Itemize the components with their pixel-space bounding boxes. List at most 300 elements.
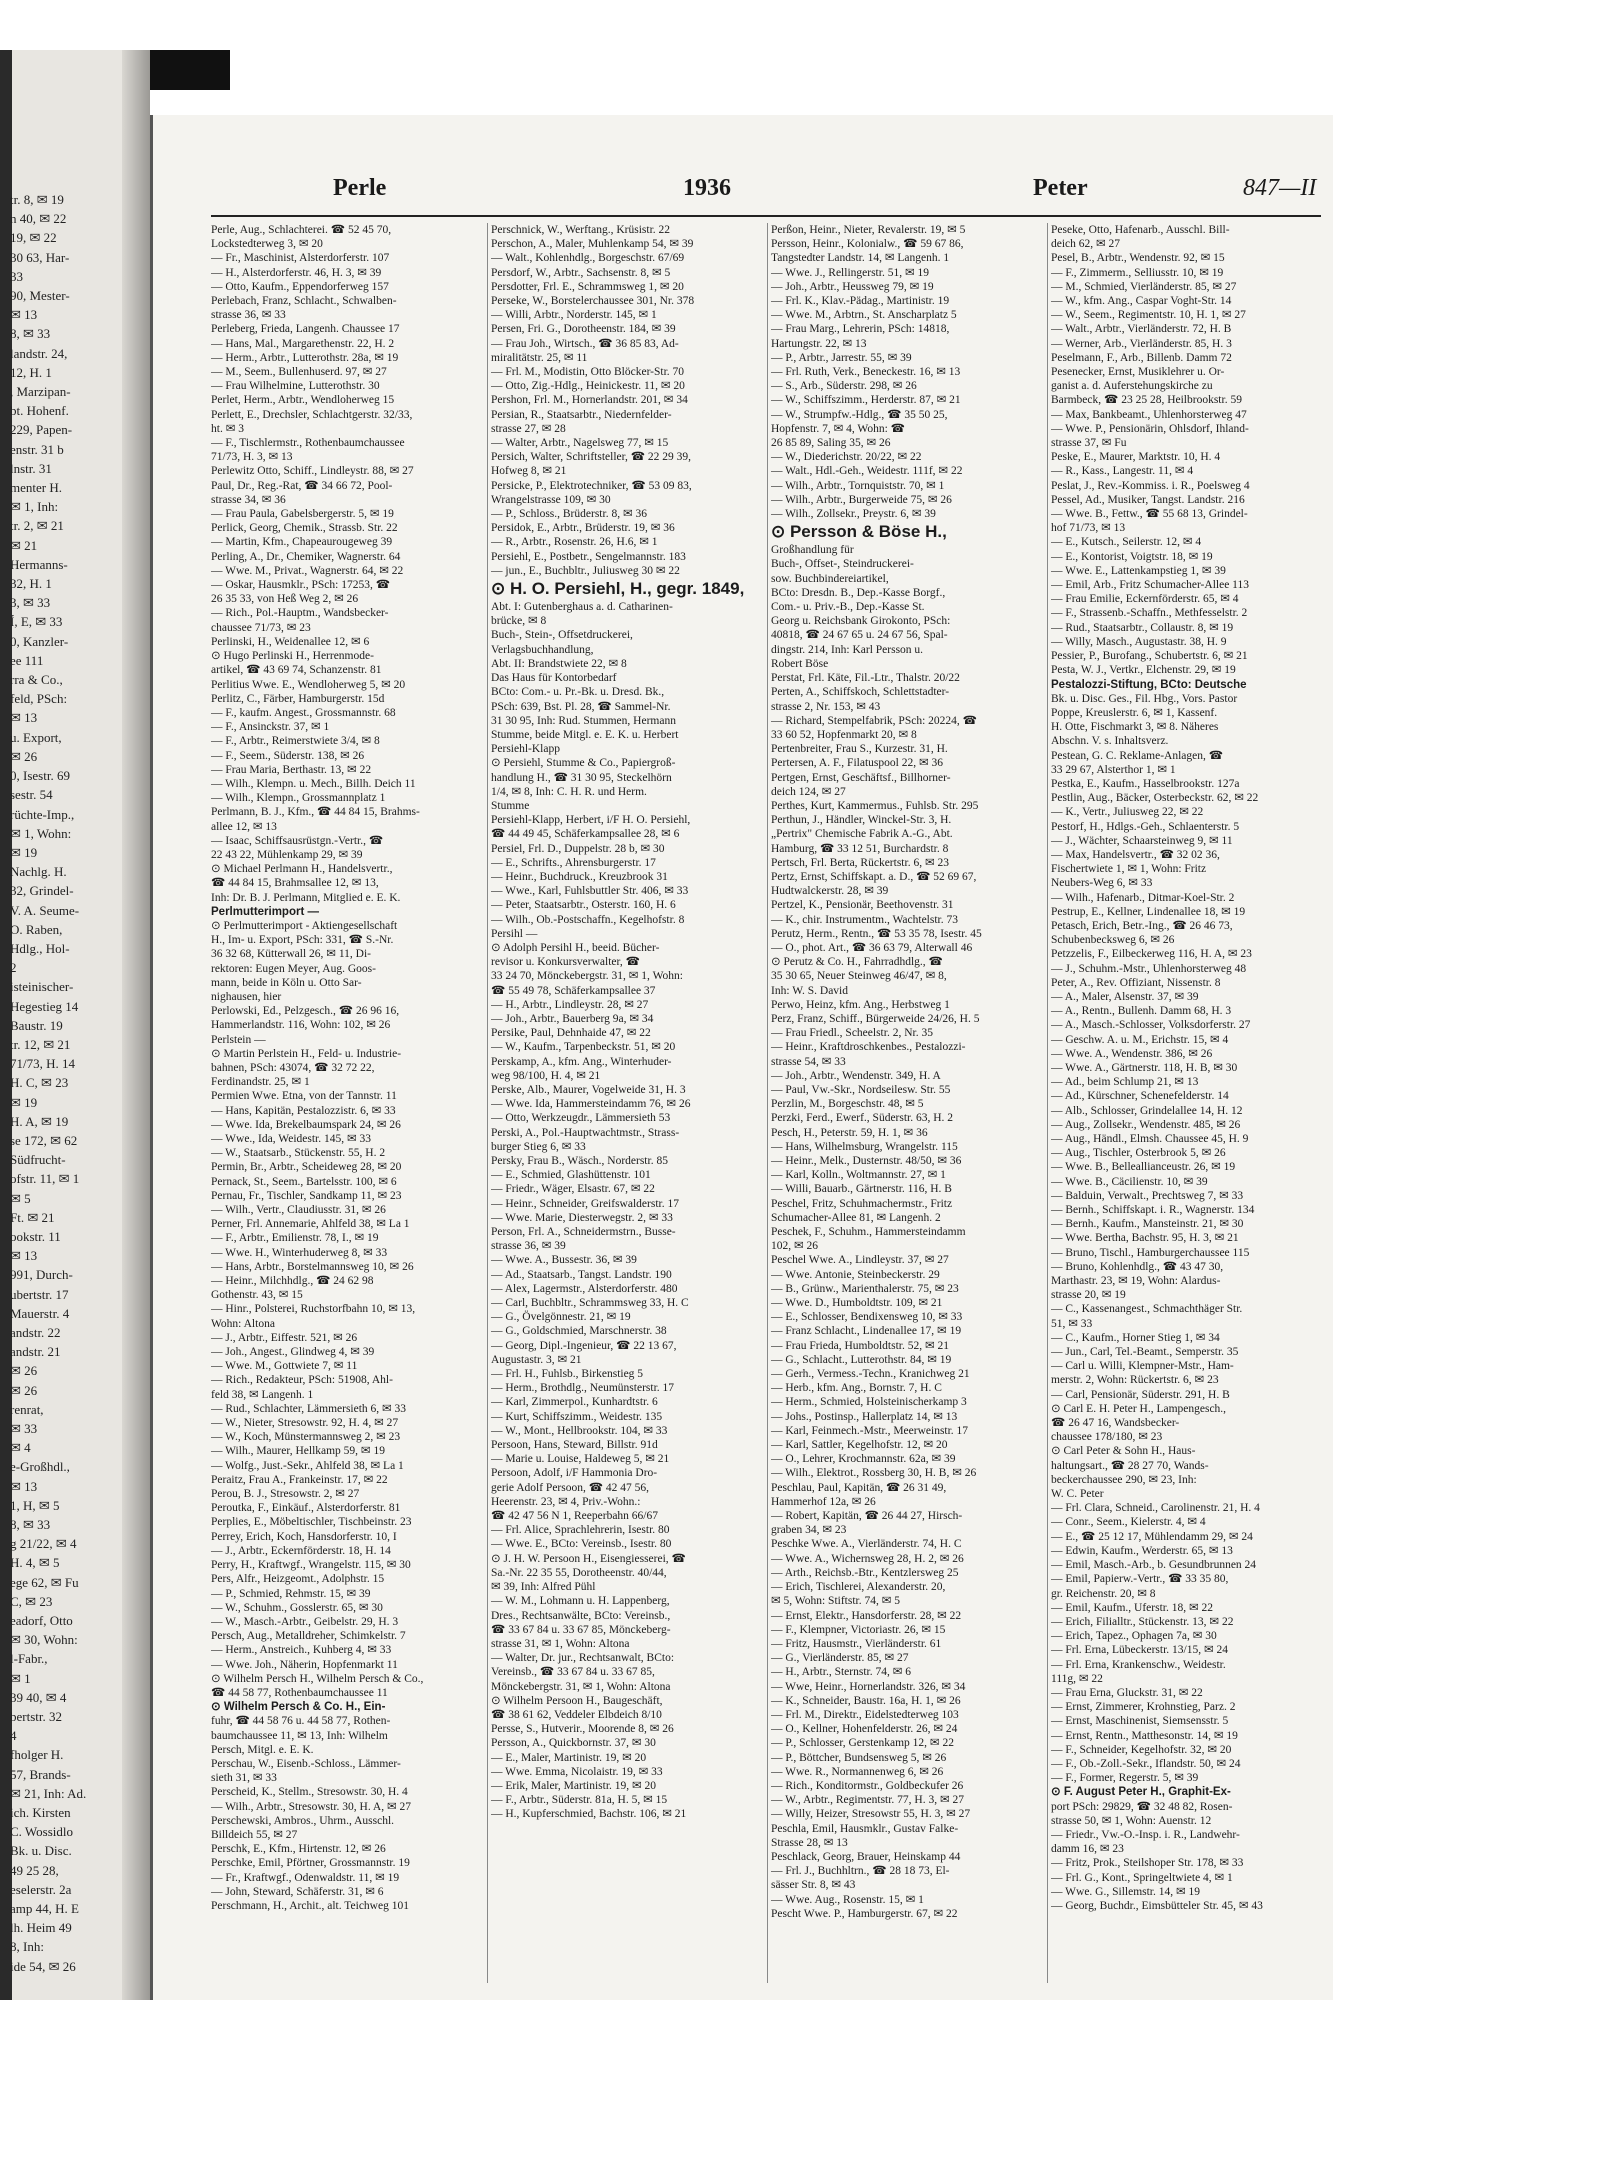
directory-entry: Pershon, Frl. M., Hornerlandstr. 201, ✉ 34 <box>491 394 688 407</box>
directory-entry: Peschel, Fritz, Schuhmachermstr., Fritz <box>771 1197 953 1210</box>
directory-entry: Schumacher-Allee 81, ✉ Langenh. 2 <box>771 1211 941 1224</box>
directory-entry: Ferdinandstr. 25, ✉ 1 <box>211 1076 310 1089</box>
left-page-line: 49 25 28, <box>10 1862 59 1878</box>
directory-entry: Robert Böse <box>771 657 829 670</box>
directory-entry: ☎ 44 49 45, Schäferkampsallee 28, ✉ 6 <box>491 828 680 841</box>
directory-entry: — Heinr., Kraftdroschkenbes., Pestalozzi- <box>771 1041 966 1054</box>
directory-entry: — Emil, Masch.-Arb., b. Gesundbrunnen 24 <box>1051 1559 1257 1572</box>
directory-entry: Perz, Franz, Schiff., Bürgerweide 24/26, H. 5 <box>771 1012 980 1025</box>
directory-entry: ⊙ Carl E. H. Peter H., Lampengesch., <box>1051 1402 1227 1415</box>
directory-entry: — M., Seem., Bullenhuserd. 97, ✉ 27 <box>211 366 387 379</box>
left-page-line: 19, ✉ 22 <box>10 230 57 246</box>
directory-entry: — Ernst, Rentn., Matthesonstr. 14, ✉ 19 <box>1051 1729 1238 1742</box>
directory-entry: ⊙ Persson & Böse H., <box>771 522 947 542</box>
left-page-line: fholger H. <box>10 1747 64 1763</box>
directory-entry: Person, Frl. A., Schneidermstrn., Busse- <box>491 1226 676 1239</box>
directory-entry: Verlagsbuchhandlung, <box>491 643 594 656</box>
directory-entry: Wohn: Altona <box>211 1317 275 1330</box>
left-page-line: 90, Mester- <box>10 288 70 304</box>
directory-entry: — Isaac, Schiffsausrüstgn.-Vertr., ☎ <box>211 834 384 847</box>
directory-entry: — Wilh., Zollsekr., Preystr. 6, ✉ 39 <box>771 508 936 521</box>
directory-entry: — W., Masch.-Arbtr., Geibelstr. 29, H. 3 <box>211 1615 399 1628</box>
directory-entry: Persiehl-Klapp <box>491 743 560 756</box>
directory-entry: — Emil, Kaufm., Uferstr. 18, ✉ 22 <box>1051 1601 1213 1614</box>
directory-entry: — Joh., Arbtr., Wendenstr. 349, H. A <box>771 1069 941 1082</box>
scan-corner-shadow <box>150 50 230 90</box>
directory-entry: Persson, Heinr., Kolonialw., ☎ 59 67 86, <box>771 238 964 251</box>
directory-entry: — Balduin, Verwalt., Prechtsweg 7, ✉ 33 <box>1051 1189 1244 1202</box>
directory-entry: — Karl, Feinmech.-Mstr., Meerweinstr. 17 <box>771 1424 969 1437</box>
directory-entry: — Hinr., Polsterei, Ruchstorfbahn 10, ✉ 13, <box>211 1303 416 1316</box>
directory-entry: — Franz Schlacht., Lindenallee 17, ✉ 19 <box>771 1325 962 1338</box>
directory-entry: Perlett, E., Drechsler, Schlachtgerstr. 32/33, <box>211 408 413 421</box>
directory-entry: — K., Schneider, Baustr. 16a, H. 1, ✉ 26 <box>771 1694 961 1707</box>
directory-entry: — Peter, Staatsarbtr., Osterstr. 160, H. 6 <box>491 899 676 912</box>
directory-entry: — F., Former, Regerstr. 5, ✉ 39 <box>1051 1772 1199 1785</box>
directory-entry: allee 12, ✉ 13 <box>211 820 277 833</box>
directory-entry: Persson, A., Quickbornstr. 37, ✉ 30 <box>491 1737 656 1750</box>
left-page-line: ege 62, ✉ Fu <box>10 1574 79 1590</box>
directory-entry: — Erich, Tischlerei, Alexanderstr. 20, <box>771 1581 946 1594</box>
directory-entry: — P., Schlosser, Gerstenkamp 12, ✉ 22 <box>771 1737 954 1750</box>
directory-entry: — Edwin, Kaufm., Werderstr. 65, ✉ 13 <box>1051 1544 1233 1557</box>
directory-entry: artikel, ☎ 43 69 74, Schanzenstr. 81 <box>211 664 382 677</box>
left-page-line: ee 111 <box>10 652 44 668</box>
directory-entry: — Carl, Pensionär, Süderstr. 291, H. B <box>1051 1388 1230 1401</box>
directory-entry: Hammerhof 12a, ✉ 26 <box>771 1495 876 1508</box>
directory-entry: Perlebach, Franz, Schlacht., Schwalben- <box>211 295 397 308</box>
directory-entry: Wrangelstrasse 109, ✉ 30 <box>491 493 611 506</box>
left-page-line: tr. 8, ✉ 19 <box>10 192 64 207</box>
directory-entry: — Walter, Dr. jur., Rechtsanwalt, BCto: <box>491 1652 675 1665</box>
directory-entry: ☎ 38 61 62, Veddeler Elbdeich 8/10 <box>491 1708 662 1721</box>
directory-entry: — Jun., Carl, Tel.-Beamt., Semperstr. 35 <box>1051 1346 1239 1359</box>
left-page-line: bt. Hohenf. <box>10 403 69 419</box>
directory-entry: — Wwe. R., Normannenweg 6, ✉ 26 <box>771 1765 944 1778</box>
directory-entry: 26 35 33, von Heß Weg 2, ✉ 26 <box>211 593 359 606</box>
directory-entry: — Frl. Clara, Schneid., Carolinenstr. 21, H. 4 <box>1051 1502 1260 1515</box>
directory-entry: — Wwe. Ida, Hammersteindamm 76, ✉ 26 <box>491 1098 691 1111</box>
directory-entry: Perschon, A., Maler, Muhlenkamp 54, ✉ 39 <box>491 238 694 251</box>
directory-entry: — Ad., Kürschner, Schenefelderstr. 14 <box>1051 1090 1229 1103</box>
directory-entry: Perrey, Erich, Koch, Hansdorferstr. 10, I <box>211 1530 397 1543</box>
directory-entry: 1/4, ✉ 8, Inh: C. H. R. und Herm. <box>491 785 647 798</box>
left-page-line: 8, ✉ 33 <box>10 1517 51 1533</box>
directory-entry: Perlmutterimport — <box>211 905 319 918</box>
left-page-line: renrat, <box>10 1401 44 1417</box>
directory-entry: — Fr., Kraftwgf., Odenwaldstr. 11, ✉ 19 <box>211 1871 400 1884</box>
left-page-line: ✉ 21, Inh: Ad. <box>10 1785 87 1801</box>
directory-entry: — Frau Marg., Lehrerin, PSch: 14818, <box>771 323 950 336</box>
left-page-line: 0, Kanzler- <box>10 633 69 649</box>
directory-entry: — C., Kassenangest., Schmachthäger Str. <box>1051 1303 1243 1316</box>
directory-entry: — Max, Handelsvertr., ☎ 32 02 36, <box>1051 848 1220 861</box>
left-page-line: Südfrucht- <box>10 1152 66 1168</box>
directory-entry: Persch, Aug., Metalldreher, Schimkelstr. 7 <box>211 1630 406 1643</box>
directory-entry: — Wwe. E., BCto: Vereinsb., Isestr. 80 <box>491 1538 672 1551</box>
left-page-line: rüchte-Imp., <box>10 806 75 822</box>
directory-entry: ☎ 44 84 15, Brahmsallee 12, ✉ 13, <box>211 877 379 890</box>
directory-entry: — Wwe. G., Sillemstr. 14, ✉ 19 <box>1051 1885 1201 1898</box>
directory-entry: Persiel, Frl. D., Duppelstr. 28 b, ✉ 30 <box>491 842 665 855</box>
directory-entry: Perlick, Georg, Chemik., Strassb. Str. 22 <box>211 522 398 535</box>
directory-entry: — W., Schuhm., Gosslerstr. 65, ✉ 30 <box>211 1601 383 1614</box>
directory-entry: — Carl, Buchbltr., Schrammsweg 33, H. C <box>491 1297 689 1310</box>
directory-entry: — J., Arbtr., Eiffestr. 521, ✉ 26 <box>211 1331 358 1344</box>
directory-entry: ⊙ Wilhelm Persoon H., Baugeschäft, <box>491 1694 663 1707</box>
directory-entry: Com.- u. Priv.-B., Dep.-Kasse St. <box>771 601 925 614</box>
directory-entry: — Johs., Postinsp., Hallerplatz 14, ✉ 13 <box>771 1410 958 1423</box>
left-page-line: l-Fabr., <box>10 1651 48 1667</box>
directory-entry: — Wwe. D., Humboldtstr. 109, ✉ 21 <box>771 1297 943 1310</box>
directory-entry: rektoren: Eugen Meyer, Aug. Goos- <box>211 962 376 975</box>
directory-entry: — Otto, Werkzeugdr., Lämmersieth 53 <box>491 1112 671 1125</box>
directory-entry: ☎ 44 58 77, Rothenbaumchaussee 11 <box>211 1686 388 1699</box>
directory-entry: sow. Buchbindereiartikel, <box>771 572 889 585</box>
directory-entry: ⊙ Carl Peter & Sohn H., Haus- <box>1051 1445 1196 1458</box>
directory-entry: — Wilh., Arbtr., Tornquiststr. 70, ✉ 1 <box>771 479 945 492</box>
directory-entry: Persiehl-Klapp, Herbert, i/F H. O. Persiehl, <box>491 814 691 827</box>
directory-entry: Perthes, Kurt, Kammermus., Fuhlsb. Str. 295 <box>771 799 979 812</box>
directory-entry: PSch: 639, Bst. Pl. 28, ☎ Sammel-Nr. <box>491 700 671 713</box>
directory-entry: — Wwe. E., Lattenkampstieg 1, ✉ 39 <box>1051 564 1226 577</box>
directory-entry: H., Im- u. Export, PSch: 331, ☎ S.-Nr. <box>211 934 394 947</box>
directory-entry: — Heinr., Buchdruck., Kreuzbrook 31 <box>491 870 668 883</box>
left-page-line: ✉ 13 <box>10 1248 38 1264</box>
left-page-line: 12, H. 1 <box>10 364 52 380</box>
directory-entry: — Wwe. Bertha, Bachstr. 95, H. 3, ✉ 21 <box>1051 1232 1239 1245</box>
directory-entry: ⊙ Perlmutterimport - Aktiengesellschaft <box>211 919 398 932</box>
directory-entry: — Frau Joh., Wirtsch., ☎ 36 85 83, Ad- <box>491 337 679 350</box>
directory-entry: — Wwe. Marie, Diesterwegstr. 2, ✉ 33 <box>491 1211 673 1224</box>
directory-entry: — Arth., Reichsb.-Btr., Kentzlersweg 25 <box>771 1566 959 1579</box>
column-divider <box>767 223 768 1983</box>
directory-entry: — Walt., Kohlenhdlg., Borgeschstr. 67/69 <box>491 252 685 265</box>
left-page-line: Í, E, ✉ 33 <box>10 614 63 630</box>
directory-entry: — E., ☎ 25 12 17, Mühlendamm 29, ✉ 24 <box>1051 1530 1253 1543</box>
directory-entry: — R., Kass., Langestr. 11, ✉ 4 <box>1051 465 1194 478</box>
directory-entry: Pesel, B., Arbtr., Wendenstr. 92, ✉ 15 <box>1051 252 1225 265</box>
directory-entry: — F., Schneider, Kegelhofstr. 32, ✉ 20 <box>1051 1743 1232 1756</box>
directory-entry: — Frau Paula, Gabelsbergerstr. 5, ✉ 19 <box>211 508 394 521</box>
directory-entry: — Wwe. P., Pensionärin, Ohlsdorf, Ihland- <box>1051 422 1249 435</box>
directory-entry: Pesch, H., Peterstr. 59, H. 1, ✉ 36 <box>771 1126 928 1139</box>
directory-entry: BCto: Com.- u. Pr.-Bk. u. Dresd. Bk., <box>491 686 665 699</box>
directory-entry: — F., Arbtr., Emilienstr. 78, I., ✉ 19 <box>211 1232 379 1245</box>
directory-entry: — W., Arbtr., Regimentstr. 77, H. 3, ✉ 27 <box>771 1794 965 1807</box>
left-page-line: ide 54, ✉ 26 <box>10 1958 76 1974</box>
directory-entry: Peschlack, Georg, Brauer, Heinskamp 44 <box>771 1850 961 1863</box>
directory-entry: — Martin, Kfm., Chapeaurougeweg 39 <box>211 536 393 549</box>
directory-entry: — Wilh., Maurer, Hellkamp 59, ✉ 19 <box>211 1445 385 1458</box>
directory-entry: Perutz, Herm., Rentn., ☎ 53 35 78, Isestr. 45 <box>771 927 982 940</box>
directory-entry: — Conr., Seem., Kielerstr. 4, ✉ 4 <box>1051 1516 1206 1529</box>
directory-entry: hof 71/73, ✉ 13 <box>1051 522 1126 535</box>
directory-entry: Pestalozzi-Stiftung, BCto: Deutsche <box>1051 678 1247 691</box>
column-3 <box>771 223 1043 1983</box>
directory-entry: — E., Schrifts., Ahrensburgerstr. 17 <box>491 856 656 869</box>
directory-entry: Schubenbecksweg 6, ✉ 26 <box>1051 934 1175 947</box>
directory-entry: BCto: Dresdn. B., Dep.-Kasse Borgf., <box>771 586 946 599</box>
left-page-line: landstr. 24, <box>10 345 68 361</box>
directory-entry: — Wwe. B., Cäcilienstr. 10, ✉ 39 <box>1051 1175 1208 1188</box>
left-page-line: e-Großhdl., <box>10 1459 70 1475</box>
directory-entry: Pertersen, A. F., Filatuspool 22, ✉ 36 <box>771 757 943 770</box>
directory-entry: — Frl. Erna, Lübeckerstr. 13/15, ✉ 24 <box>1051 1644 1228 1657</box>
directory-entry: ⊙ F. August Peter H., Graphit-Ex- <box>1051 1786 1231 1799</box>
directory-entry: Perlet, Herm., Arbtr., Wendloherweg 15 <box>211 394 395 407</box>
left-page-line: n 40, ✉ 22 <box>10 211 67 227</box>
directory-entry: — Ad., beim Schlump 21, ✉ 13 <box>1051 1076 1199 1089</box>
directory-entry: — Ad., Staatsarb., Tangst. Landstr. 190 <box>491 1268 672 1281</box>
directory-entry: Pestlin, Aug., Bäcker, Osterbeckstr. 62, ✉ 22 <box>1051 792 1259 805</box>
directory-entry: — Georg, Dipl.-Ingenieur, ☎ 22 13 67, <box>491 1339 677 1352</box>
directory-entry: strasse 20, ✉ 19 <box>1051 1289 1126 1302</box>
directory-entry: Hammerlandstr. 116, Wohn: 102, ✉ 26 <box>211 1019 391 1032</box>
directory-entry: Perthun, J., Händler, Winckel-Str. 3, H. <box>771 814 952 827</box>
directory-entry: Inh: W. S. David <box>771 984 848 997</box>
directory-entry: Sa.-Nr. 22 35 55, Dorotheenstr. 40/44, <box>491 1566 667 1579</box>
directory-entry: — Emil, Arb., Fritz Schumacher-Allee 113 <box>1051 579 1249 592</box>
directory-entry: Fischertwiete 1, ✉ 1, Wohn: Fritz <box>1051 863 1207 876</box>
directory-entry: — R., Arbtr., Rosenstr. 26, H.6, ✉ 1 <box>491 536 658 549</box>
directory-entry: — Joh., Arbtr., Bauerberg 9a, ✉ 34 <box>491 1012 654 1025</box>
book-gutter <box>122 50 150 2000</box>
directory-entry: bahnen, PSch: 43074, ☎ 32 72 22, <box>211 1061 375 1074</box>
left-page-line: 2 <box>10 960 17 976</box>
left-page-line: Mauerstr. 4 <box>10 1305 70 1321</box>
directory-entry: feld 38, ✉ Langenh. 1 <box>211 1388 314 1401</box>
directory-entry: 35 30 65, Neuer Steinweg 46/47, ✉ 8, <box>771 970 947 983</box>
directory-entry: Peroutka, F., Einkäuf., Alsterdorferstr. 81 <box>211 1502 401 1515</box>
directory-entry: — Georg, Buchdr., Eimsbütteler Str. 45, ✉ 43 <box>1051 1899 1263 1912</box>
directory-entry: Pernack, St., Seem., Bartelsstr. 100, ✉ 6 <box>211 1175 397 1188</box>
directory-entry: — Wwe. A., Gärtnerstr. 118, H. B, ✉ 30 <box>1051 1061 1238 1074</box>
directory-entry: ⊙ Perutz & Co. H., Fahrradhdlg., ☎ <box>771 956 943 969</box>
directory-entry: — E., Kontorist, Voigtstr. 18, ✉ 19 <box>1051 550 1213 563</box>
directory-entry: Buch-, Stein-, Offsetdruckerei, <box>491 629 633 642</box>
left-page-line: 1, H, ✉ 5 <box>10 1497 60 1513</box>
directory-entry: Persoon, Hans, Steward, Billstr. 91d <box>491 1439 658 1452</box>
directory-entry: sieth 31, ✉ 33 <box>211 1772 277 1785</box>
directory-entry: — W., Staatsarb., Stückenstr. 55, H. 2 <box>211 1147 386 1160</box>
left-page-line: ✉ 1, Wohn: <box>10 825 72 841</box>
left-page-line: V. A. Seume- <box>10 902 80 918</box>
directory-entry: — Wwe. M., Gottwiete 7, ✉ 11 <box>211 1360 358 1373</box>
directory-entry: revisor u. Konkursverwalter, ☎ <box>491 956 640 969</box>
directory-entry: Pestorf, H., Hdlgs.-Geh., Schlaenterstr. 5 <box>1051 820 1240 833</box>
directory-entry: Peselmann, F., Arb., Billenb. Damm 72 <box>1051 351 1232 364</box>
directory-entry: handlung H., ☎ 31 30 95, Steckelhörn <box>491 771 672 784</box>
directory-entry: Augustastr. 3, ✉ 21 <box>491 1353 582 1366</box>
left-page-line: 991, Durch- <box>10 1267 73 1283</box>
directory-page <box>150 115 1333 2000</box>
directory-entry: 40818, ☎ 24 67 65 u. 24 67 56, Spal- <box>771 629 948 642</box>
directory-entry: Peter, A., Rev. Offiziant, Nissenstr. 8 <box>1051 976 1221 989</box>
directory-entry: Perlinski, H., Weidenallee 12, ✉ 6 <box>211 635 370 648</box>
page-number: 847—II <box>1243 175 1317 201</box>
directory-entry: — Karl, Sattler, Kegelhofstr. 12, ✉ 20 <box>771 1439 948 1452</box>
directory-entry: — F., Tischlermstr., Rothenbaumchaussee <box>211 437 405 450</box>
directory-entry: — Hans, Kapitän, Pestalozzistr. 6, ✉ 33 <box>211 1104 396 1117</box>
directory-entry: — Frau Wilhelmine, Lutterothstr. 30 <box>211 380 380 393</box>
directory-entry: — Wwe., Karl, Fuhlsbuttler Str. 406, ✉ 33 <box>491 885 689 898</box>
directory-entry: „Pertrix" Chemische Fabrik A.-G., Abt. <box>771 828 953 841</box>
directory-entry: — W., Schiffszimm., Herderstr. 87, ✉ 21 <box>771 394 961 407</box>
directory-entry: 33 29 67, Alsterthor 1, ✉ 1 <box>1051 763 1176 776</box>
directory-entry: — Karl, Kolln., Woltmannstr. 27, ✉ 1 <box>771 1169 946 1182</box>
directory-entry: — Wwe. B., Belleallianceustr. 26, ✉ 19 <box>1051 1161 1236 1174</box>
directory-entry: — W., Diederichstr. 20/22, ✉ 22 <box>771 451 922 464</box>
directory-entry: — Wolfg., Just.-Sekr., Ahlfeld 38, ✉ La 1 <box>211 1459 404 1472</box>
left-page-line: lnstr. 31 <box>10 460 52 476</box>
directory-entry: weg 98/100, H. 4, ✉ 21 <box>491 1069 601 1082</box>
directory-entry: Pestean, G. C. Reklame-Anlagen, ☎ <box>1051 749 1224 762</box>
directory-entry: Persihl — <box>491 927 538 940</box>
left-page-line: ✉ 13 <box>10 307 38 323</box>
directory-entry: Paul, Dr., Reg.-Rat, ☎ 34 66 72, Pool- <box>211 479 393 492</box>
directory-entry: — Frl. H., Fuhlsb., Birkenstieg 5 <box>491 1368 644 1381</box>
directory-entry: Peschlau, Paul, Kapitän, ☎ 26 31 49, <box>771 1481 947 1494</box>
left-page-line: andstr. 21 <box>10 1344 61 1360</box>
directory-entry: deich 62, ✉ 27 <box>1051 238 1121 251</box>
directory-entry: — Oskar, Hausmklr., PSch: 17253, ☎ <box>211 579 391 592</box>
directory-entry: — Marie u. Louise, Haldeweg 5, ✉ 21 <box>491 1453 670 1466</box>
left-page-line: feld, PSch: <box>10 691 68 707</box>
directory-entry: Pertzel, K., Pensionär, Beethovenstr. 31 <box>771 899 954 912</box>
directory-entry: Georg u. Reichsbank Girokonto, PSch: <box>771 615 951 628</box>
directory-entry: — Friedr., Wäger, Elsastr. 67, ✉ 22 <box>491 1183 655 1196</box>
left-page-line: Ft. ✉ 21 <box>10 1209 55 1225</box>
directory-entry: — Richard, Stempelfabrik, PSch: 20224, ☎ <box>771 714 977 727</box>
directory-entry: — E., Schlosser, Bendixensweg 10, ✉ 33 <box>771 1311 963 1324</box>
directory-entry: — O., Kellner, Hohenfelderstr. 26, ✉ 24 <box>771 1723 958 1736</box>
directory-entry: Perzki, Ferd., Ewerf., Süderstr. 63, H. 2 <box>771 1112 954 1125</box>
directory-entry: port PSch: 29829, ☎ 32 48 82, Rosen- <box>1051 1800 1233 1813</box>
directory-entry: — P., Böttcher, Bundsensweg 5, ✉ 26 <box>771 1751 947 1764</box>
directory-entry: — Wwe. M., Privat., Wagnerstr. 64, ✉ 22 <box>211 564 404 577</box>
header-last-name: Peter <box>1033 175 1088 201</box>
directory-entry: strasse 34, ✉ 36 <box>211 493 286 506</box>
directory-entry: — F., kaufm. Angest., Grossmannstr. 68 <box>211 706 396 719</box>
directory-entry: — Erich, Tapez., Ophagen 7a, ✉ 30 <box>1051 1630 1217 1643</box>
directory-entry: — Hans, Wilhelmsburg, Wrangelstr. 115 <box>771 1140 958 1153</box>
directory-entry: — Walter, Arbtr., Nagelsweg 77, ✉ 15 <box>491 437 669 450</box>
left-page-line: Hdlg., Hol- <box>10 940 70 956</box>
directory-entry: — J., Wächter, Schaarsteinweg 9, ✉ 11 <box>1051 834 1233 847</box>
directory-entry: ⊙ Adolph Persihl H., beeid. Bücher- <box>491 941 660 954</box>
directory-entry: brücke, ✉ 8 <box>491 615 547 628</box>
left-page-line: g 21/22, ✉ 4 <box>10 1536 77 1552</box>
directory-entry: Pertenbreiter, Frau S., Kurzestr. 31, H. <box>771 743 948 756</box>
header-year: 1936 <box>683 175 731 201</box>
directory-entry: Perßon, Heinr., Nieter, Revalerstr. 19, ✉ 5 <box>771 224 966 236</box>
directory-entry: gr. Reichenstr. 20, ✉ 8 <box>1051 1587 1156 1600</box>
left-page-line: 8, Inh: <box>10 1939 44 1955</box>
directory-entry: Perplies, E., Möbeltischler, Tischbeinstr. 23 <box>211 1516 412 1529</box>
left-page-line: ✉ 19 <box>10 844 38 860</box>
directory-entry: Pertgen, Ernst, Geschäftsf., Billhorner- <box>771 771 951 784</box>
directory-entry: miralitätstr. 25, ✉ 11 <box>491 351 588 364</box>
directory-entry: — Wilh., Vertr., Claudiusstr. 31, ✉ 26 <box>211 1204 386 1217</box>
directory-entry: Strasse 28, ✉ 13 <box>771 1836 848 1849</box>
directory-entry: Perseke, W., Borstelerchaussee 301, Nr. 378 <box>491 295 695 308</box>
directory-entry: Peraitz, Frau A., Frankeinstr. 17, ✉ 22 <box>211 1473 388 1486</box>
left-page-line: sestr. 54 <box>10 787 53 803</box>
directory-entry: — Kurt, Schiffszimm., Weidestr. 135 <box>491 1410 663 1423</box>
directory-entry: Pescht Wwe. P., Hamburgerstr. 67, ✉ 22 <box>771 1907 958 1920</box>
directory-entry: 36 32 68, Kütterwall 26, ✉ 11, Di- <box>211 948 371 961</box>
directory-entry: — P., Schmied, Rehmstr. 15, ✉ 39 <box>211 1587 371 1600</box>
directory-entry: Persich, Walter, Schriftsteller, ☎ 22 29 39, <box>491 451 692 464</box>
directory-entry: Marthastr. 23, ✉ 19, Wohn: Alardus- <box>1051 1275 1221 1288</box>
directory-entry: — Frau Maria, Berthastr. 13, ✉ 22 <box>211 763 372 776</box>
directory-entry: Perle, Aug., Schlachterei. ☎ 52 45 70, <box>211 224 392 236</box>
directory-entry: — P., Schloss., Brüderstr. 8, ✉ 36 <box>491 508 647 521</box>
left-page-fragment <box>0 50 150 2000</box>
header-first-name: Perle <box>333 175 387 201</box>
directory-entry: — Wwe. Emma, Nicolaistr. 19, ✉ 33 <box>491 1765 663 1778</box>
directory-entry: Perstat, Frl. Käte, Fil.-Ltr., Thalstr. 20/22 <box>771 672 960 685</box>
directory-entry: Perschmann, H., Archit., alt. Teichweg 101 <box>211 1899 409 1912</box>
directory-entry: — Wwe. Joh., Näherin, Hopfenmarkt 11 <box>211 1658 398 1671</box>
directory-entry: Pesta, W. J., Vertkr., Elchenstr. 29, ✉ 19 <box>1051 664 1236 677</box>
directory-entry: Abschn. V. s. Inhaltsverz. <box>1051 735 1169 748</box>
left-page-line: 33 <box>10 268 23 284</box>
directory-entry: Perleberg, Frieda, Langenh. Chaussee 17 <box>211 323 400 336</box>
left-page-line: ookstr. 11 <box>10 1228 61 1244</box>
directory-entry: — Ernst, Maschinenist, Siemsensstr. 5 <box>1051 1715 1229 1728</box>
directory-entry: — Wilh., Hafenarb., Ditmar-Koel-Str. 2 <box>1051 891 1235 904</box>
directory-entry: ✉ 39, Inh: Alfred Pühl <box>491 1581 596 1594</box>
directory-entry: Peschel Wwe. A., Lindleystr. 37, ✉ 27 <box>771 1254 949 1267</box>
directory-entry: — H., Arbtr., Sternstr. 74, ✉ 6 <box>771 1666 911 1679</box>
directory-entry: Persch, Mitgl. e. E. K. <box>211 1743 314 1756</box>
directory-entry: ☎ 42 47 56 N 1, Reeperbahn 66/67 <box>491 1510 658 1523</box>
left-page-line: menter H. <box>10 480 62 496</box>
left-page-line: 57, Brands- <box>10 1766 71 1782</box>
column-1 <box>211 223 483 1983</box>
directory-entry: — E., Maler, Martinistr. 19, ✉ 20 <box>491 1751 647 1764</box>
directory-entry: Perschk, E., Kfm., Hirtenstr. 12, ✉ 26 <box>211 1843 386 1856</box>
directory-entry: — Wilh., Klempn., Grossmannplatz 1 <box>211 792 386 805</box>
directory-entry: Peslat, J., Rev.-Kommiss. i. R., Poelsweg 4 <box>1051 479 1250 492</box>
directory-entry: strasse 2, Nr. 153, ✉ 43 <box>771 700 881 713</box>
directory-entry: — Willi, Arbtr., Norderstr. 145, ✉ 1 <box>491 309 657 322</box>
directory-entry: Poppe, Kreuslerstr. 6, ✉ 1, Kassenf. <box>1051 706 1218 719</box>
directory-entry: Pertz, Ernst, Schiffskapt. a. D., ☎ 52 69 67, <box>771 870 977 883</box>
directory-entry: 102, ✉ 26 <box>771 1240 819 1253</box>
directory-entry: — Herm., Arbtr., Lutterothstr. 28a, ✉ 19 <box>211 351 399 364</box>
directory-entry: chaussee 71/73, ✉ 23 <box>211 621 311 634</box>
directory-entry: — Gerh., Vermess.-Techn., Kranichweg 21 <box>771 1368 970 1381</box>
directory-entry: gerie Adolf Persoon, ☎ 42 47 56, <box>491 1481 650 1494</box>
directory-entry: Pesenecker, Ernst, Musiklehrer u. Or- <box>1051 366 1225 379</box>
directory-entry: Vereinsb., ☎ 33 67 84 u. 33 67 85, <box>491 1666 655 1679</box>
left-page-line: amp 44, H. E <box>10 1901 79 1917</box>
directory-entry: — Ernst, Zimmerer, Krohnstieg, Parz. 2 <box>1051 1701 1236 1714</box>
directory-entry: — M., Schmied, Vierländerstr. 85, ✉ 27 <box>1051 280 1237 293</box>
directory-entry: Pessier, P., Burofang., Schubertstr. 6, ✉ 21 <box>1051 650 1248 663</box>
directory-entry: Permien Wwe. Etna, von der Tannstr. 11 <box>211 1090 397 1103</box>
directory-entry: Petasch, Erich, Betr.-Ing., ☎ 26 46 73, <box>1051 919 1233 932</box>
directory-entry: — K., chir. Instrumentm., Wachtelstr. 73 <box>771 913 958 926</box>
directory-entry: — Rich., Pol.-Hauptm., Wandsbecker- <box>211 607 389 620</box>
directory-entry: — Werner, Arb., Vierländerstr. 85, H. 3 <box>1051 337 1232 350</box>
directory-entry: — J., Arbtr., Eckernförderstr. 18, H. 14 <box>211 1544 391 1557</box>
directory-entry: — S., Arb., Süderstr. 298, ✉ 26 <box>771 380 917 393</box>
directory-entry: — W., kfm. Ang., Caspar Voght-Str. 14 <box>1051 295 1232 308</box>
